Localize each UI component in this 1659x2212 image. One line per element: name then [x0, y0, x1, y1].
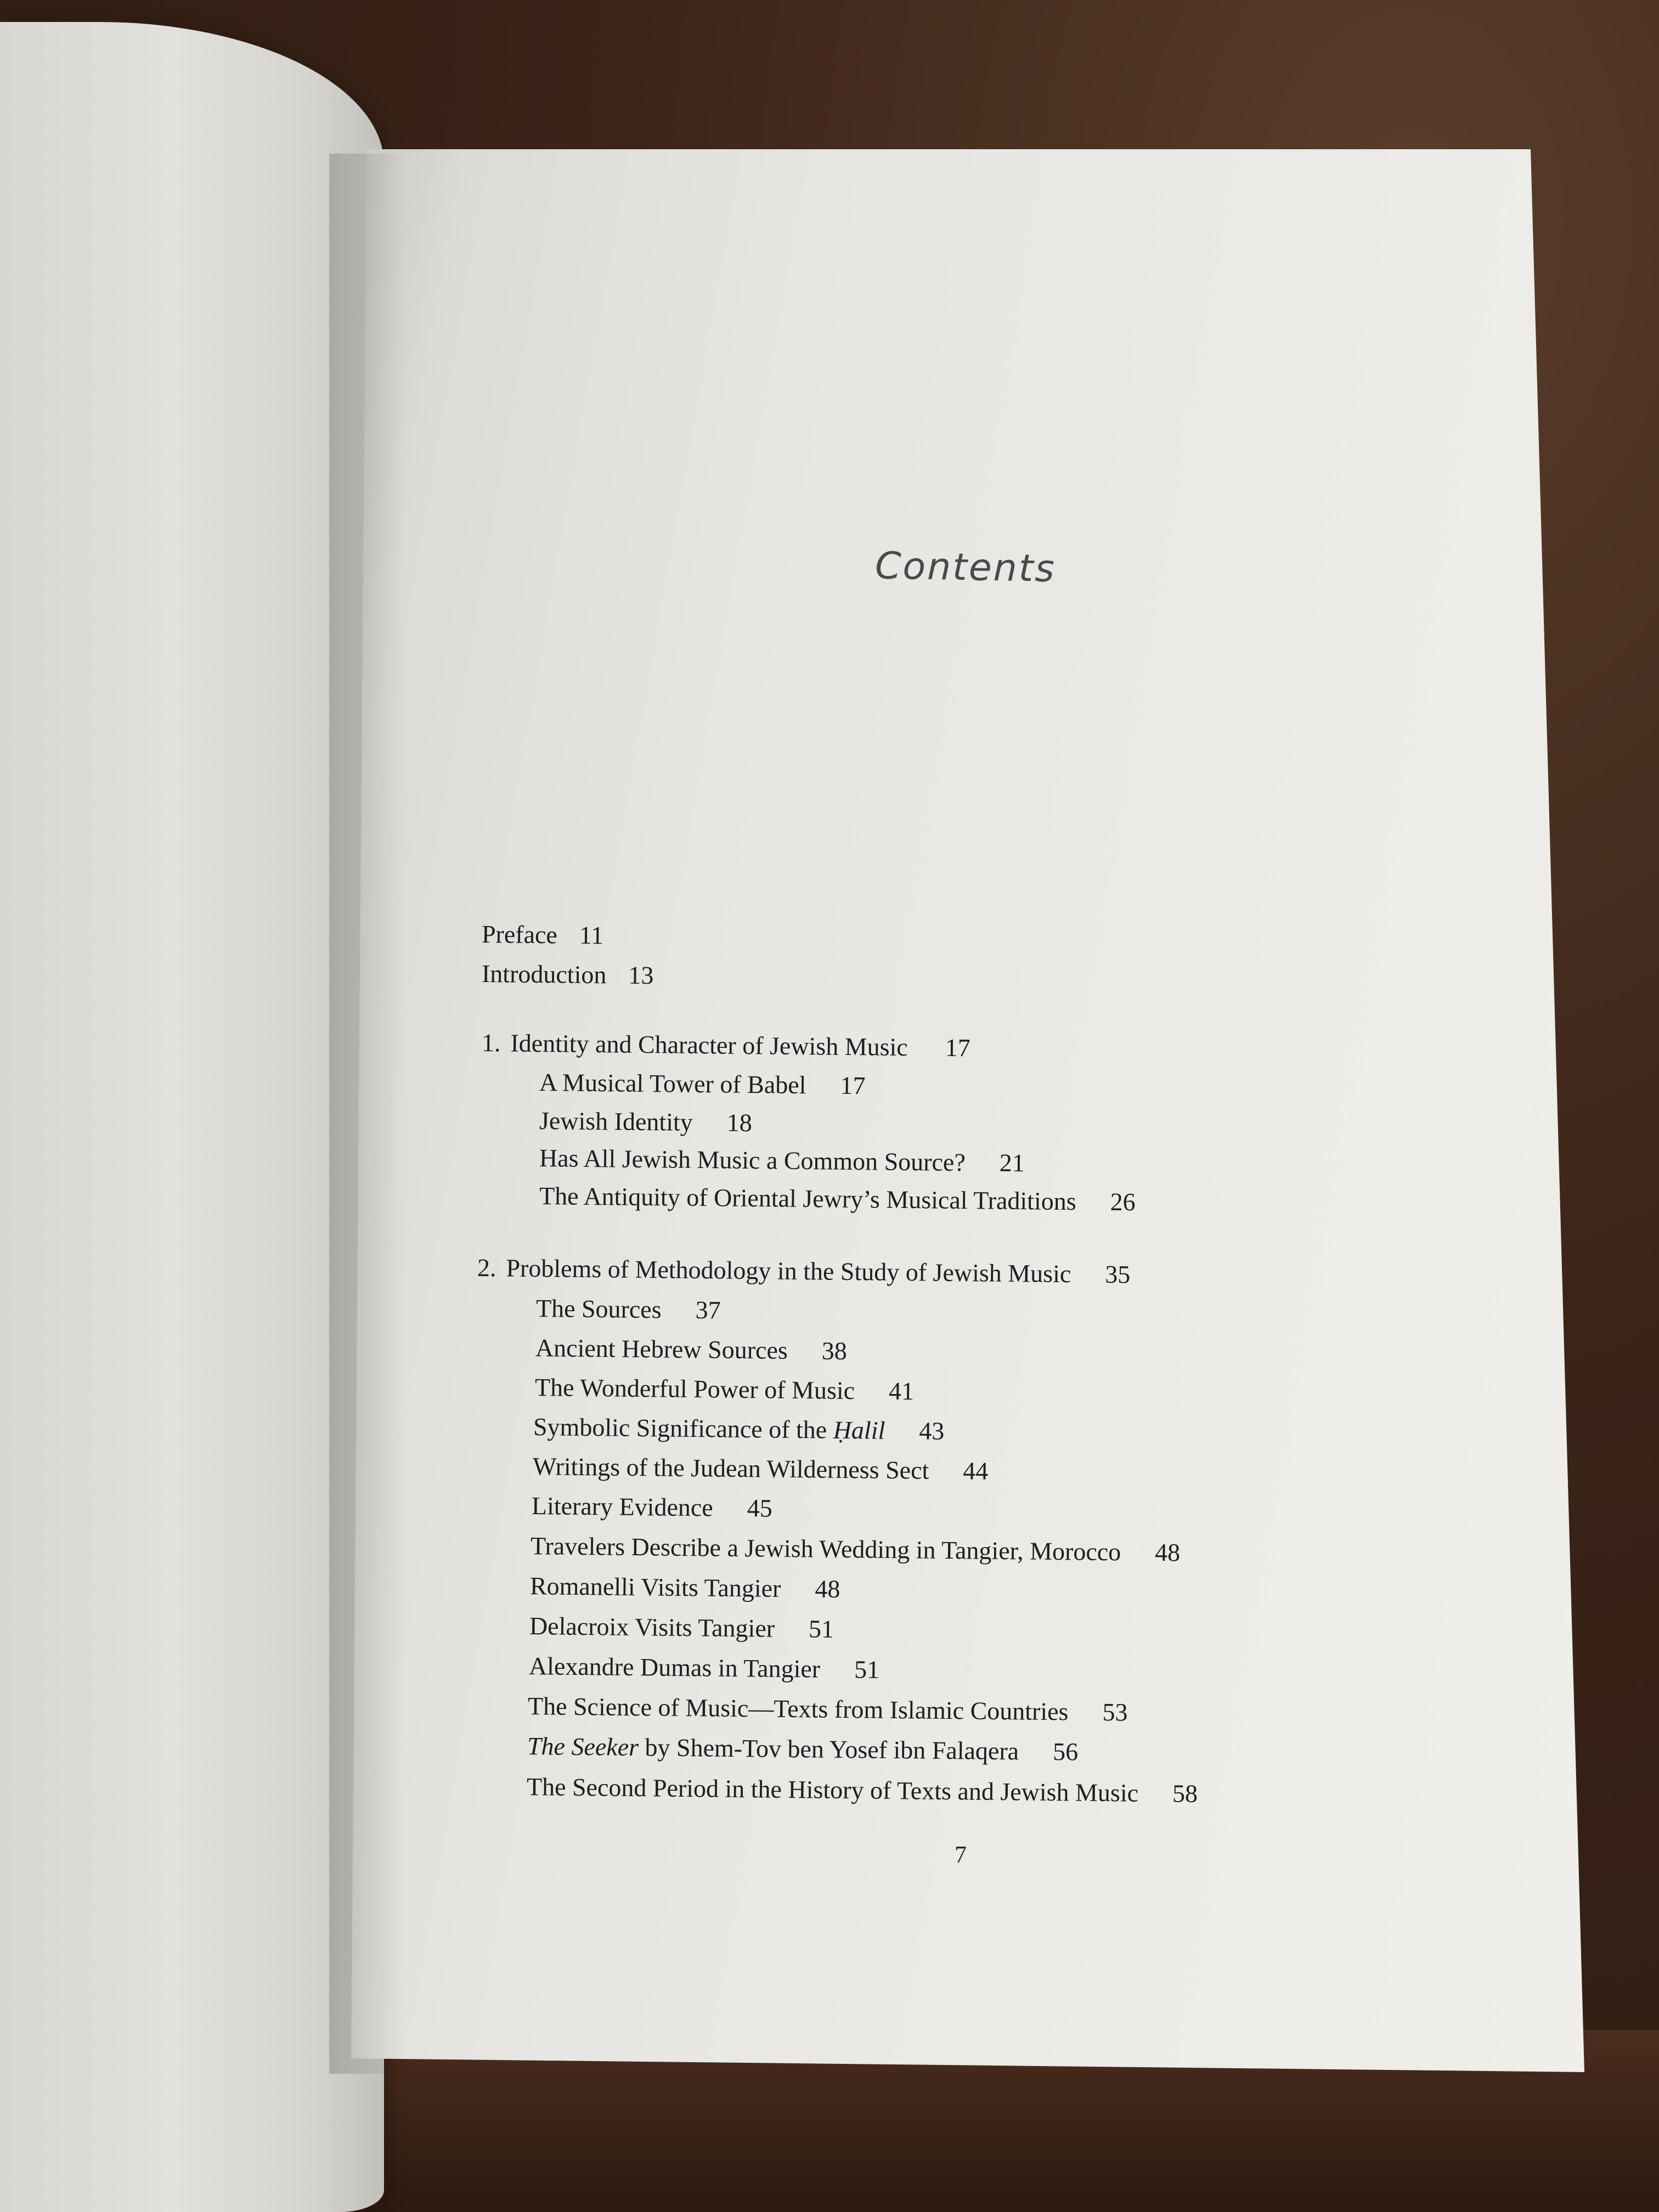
section-title: Delacroix Visits Tangier: [529, 1612, 775, 1643]
section-title: Symbolic Significance of the: [533, 1413, 827, 1444]
chapter-number: 2.: [477, 1254, 496, 1282]
section-title: A Musical Tower of Babel: [539, 1068, 806, 1099]
toc-section: [529, 1654, 880, 1683]
toc-entry-preface: [482, 922, 604, 948]
section-title: Ancient Hebrew Sources: [535, 1334, 788, 1364]
entry-page: 13: [628, 961, 654, 990]
toc-section: [533, 1414, 945, 1444]
section-page: 45: [747, 1494, 773, 1522]
section-page: 37: [695, 1296, 721, 1324]
chapter-page: 35: [1105, 1260, 1131, 1289]
page-title: Contents: [874, 544, 1057, 591]
toc-section: [539, 1070, 866, 1098]
section-title: Writings of the Judean Wilderness Sect: [532, 1452, 929, 1485]
section-page: 53: [1102, 1697, 1128, 1726]
chapter-number: 1.: [481, 1029, 501, 1057]
toc-section: [527, 1774, 1198, 1807]
section-page: 26: [1110, 1187, 1136, 1216]
toc-chapter-1: [482, 1030, 970, 1060]
section-page: 17: [840, 1071, 866, 1100]
section-title-italic: Ḥalil: [833, 1415, 885, 1444]
toc-section: [539, 1183, 1136, 1215]
toc-section: [533, 1454, 989, 1484]
toc-section: [535, 1335, 847, 1364]
section-page: 56: [1052, 1737, 1079, 1766]
page-number: 7: [955, 1841, 967, 1868]
section-page: 48: [1154, 1538, 1181, 1567]
section-title: by Shem-Tov ben Yosef ibn Falaqera: [645, 1733, 1019, 1765]
entry-title: Introduction: [481, 960, 607, 989]
toc-chapter-2: [477, 1255, 1131, 1287]
section-page: 44: [963, 1457, 989, 1485]
section-page: 38: [821, 1336, 848, 1365]
section-page: 43: [919, 1417, 945, 1445]
section-title: Jewish Identity: [539, 1107, 693, 1136]
section-page: 41: [888, 1376, 915, 1406]
section-page: 58: [1172, 1779, 1198, 1808]
section-page: 48: [815, 1575, 840, 1603]
section-page: 21: [999, 1148, 1025, 1177]
toc-section: [528, 1694, 1128, 1725]
toc-section: [529, 1613, 834, 1642]
toc-section: [532, 1493, 772, 1521]
section-title: The Sources: [535, 1294, 662, 1324]
section-title: Romanelli Visits Tangier: [529, 1572, 781, 1602]
section-title: Has All Jewish Music a Common Source?: [539, 1144, 966, 1177]
entry-page: 11: [579, 921, 604, 950]
toc-section: [531, 1533, 1181, 1565]
section-title: Literary Evidence: [531, 1492, 714, 1522]
section-page: 51: [808, 1615, 834, 1643]
section-title: The Wonderful Power of Music: [534, 1373, 855, 1405]
chapter-page: 17: [945, 1033, 971, 1062]
toc-section: [535, 1375, 915, 1404]
section-title: The Second Period in the History of Texts and Jewish Music: [526, 1773, 1139, 1807]
section-title: The Antiquity of Oriental Jewry’s Musical Traditions: [539, 1182, 1076, 1216]
toc-section: [539, 1146, 1025, 1176]
section-title: The Science of Music—Texts from Islamic Countries: [527, 1692, 1069, 1726]
section-title: Alexandre Dumas in Tangier: [528, 1652, 821, 1683]
section-title: Travelers Describe a Jewish Wedding in Tangier, Morocco: [530, 1532, 1121, 1566]
section-title-italic: The Seeker: [527, 1732, 639, 1762]
toc-section: [539, 1108, 752, 1136]
toc-section: [527, 1734, 1079, 1765]
toc-section: [536, 1296, 721, 1323]
entry-title: Preface: [481, 920, 558, 949]
toc-entry-introduction: [482, 961, 654, 988]
chapter-title: Problems of Methodology in the Study of Jewish Music: [506, 1254, 1071, 1288]
section-page: 18: [726, 1108, 753, 1137]
section-page: 51: [854, 1655, 880, 1684]
toc-section: [530, 1573, 840, 1602]
chapter-title: Identity and Character of Jewish Music: [510, 1029, 909, 1062]
